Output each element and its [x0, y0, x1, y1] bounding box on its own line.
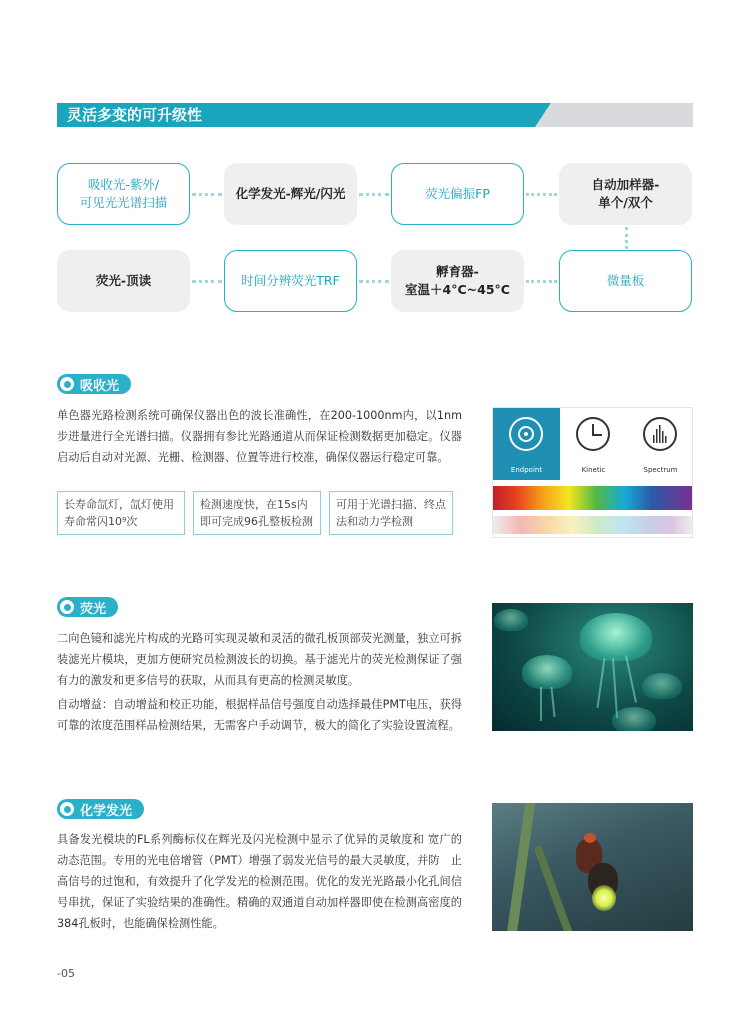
flow-box-autosampler: 自动加样器- 单个/双个 — [559, 163, 692, 225]
feature-box: 长寿命氙灯，氙灯使用寿命常闪10⁹次 — [57, 491, 185, 535]
connector — [359, 280, 389, 283]
clock-icon — [576, 417, 610, 451]
banner-title: 灵活多变的可升级性 — [67, 106, 203, 124]
feature-box: 可用于光谱扫描、终点法和动力学检测 — [329, 491, 453, 535]
firefly-image — [492, 803, 693, 931]
flow-box-absorbance: 吸收光-紫外/ 可见光光谱扫描 — [57, 163, 190, 225]
bullet-icon — [60, 802, 74, 816]
mode-endpoint: Endpoint — [493, 408, 560, 480]
connector — [526, 193, 557, 196]
page-number: -05 — [57, 967, 75, 980]
jellyfish-image — [492, 603, 693, 731]
fluorescence-description: 二向色镜和滤光片构成的光路可实现灵敏和灵活的微孔板顶部荧光测量，独立可拆装滤光片模块，更加方便研究员检测波长的切换。基于滤光片的荧光检测保证了强有力的激发和更多信号的获取，从而具有更高的检测灵敏度。 — [57, 632, 462, 687]
flow-box-fluorescence-top: 荧光-顶读 — [57, 250, 190, 312]
bullet-icon — [60, 377, 74, 391]
flow-box-incubator: 孵育器- 室温＋4°C~45°C — [391, 250, 524, 312]
endpoint-icon — [509, 417, 543, 451]
connector — [192, 280, 222, 283]
absorbance-description: 单色器光路检测系统可确保仪器出色的波长准确性，在200-1000nm内，以1nm步进量进行全光谱扫描。仪器拥有参比光路通道从而保证检测数据更加稳定。仪器启动后自动对光源、光栅、检测器、位置等进行校准，确保仪器运行稳定可靠。 — [57, 409, 462, 464]
section-tag-absorbance: 吸收光 — [57, 374, 131, 394]
banner-gray-bar — [535, 103, 693, 127]
flow-box-microplate: 微量板 — [559, 250, 692, 312]
mode-kinetic: Kinetic — [560, 408, 627, 480]
section-tag-chemiluminescence: 化学发光 — [57, 799, 144, 819]
connector — [625, 227, 628, 249]
feature-box: 检测速度快，在15s内即可完成96孔整板检测 — [193, 491, 321, 535]
bullet-icon — [60, 600, 74, 614]
auto-gain-description: 自动增益：自动增益和校正功能，根据样品信号强度自动选择最佳PMT电压，获得可靠的浓度范围样品检测结果，无需客户手动调节，极大的简化了实验设置流程。 — [57, 698, 462, 732]
section-banner — [57, 103, 693, 127]
connector — [526, 280, 557, 283]
absorbance-modes-image — [492, 407, 693, 538]
spectrum-bar-light — [493, 516, 692, 534]
spectrum-icon — [643, 417, 677, 451]
flow-box-trf: 时间分辨荧光TRF — [224, 250, 357, 312]
flow-box-chemiluminescence: 化学发光-辉光/闪光 — [224, 163, 357, 225]
spectrum-bar — [493, 486, 692, 510]
section-tag-fluorescence: 荧光 — [57, 597, 118, 617]
chemiluminescence-description: 具备发光模块的FL系列酶标仪在辉光及闪光检测中显示了优异的灵敏度和 宽广的动态范围。专用的光电倍增管（PMT）增强了弱发光信号的最大灵敏度，并防 止高信号的过饱和，有效提升了化学发光的检测范围。优化的发光光路最小化孔间信号串扰，保证了实验结果的准确性。精确的双通道自动加样器即使在检测高密度的384孔板时，也能确保检测性能。 — [57, 833, 462, 930]
flow-box-fp: 荧光偏振FP — [391, 163, 524, 225]
connector — [359, 193, 389, 196]
connector — [192, 193, 222, 196]
mode-spectrum: Spectrum — [627, 408, 693, 480]
